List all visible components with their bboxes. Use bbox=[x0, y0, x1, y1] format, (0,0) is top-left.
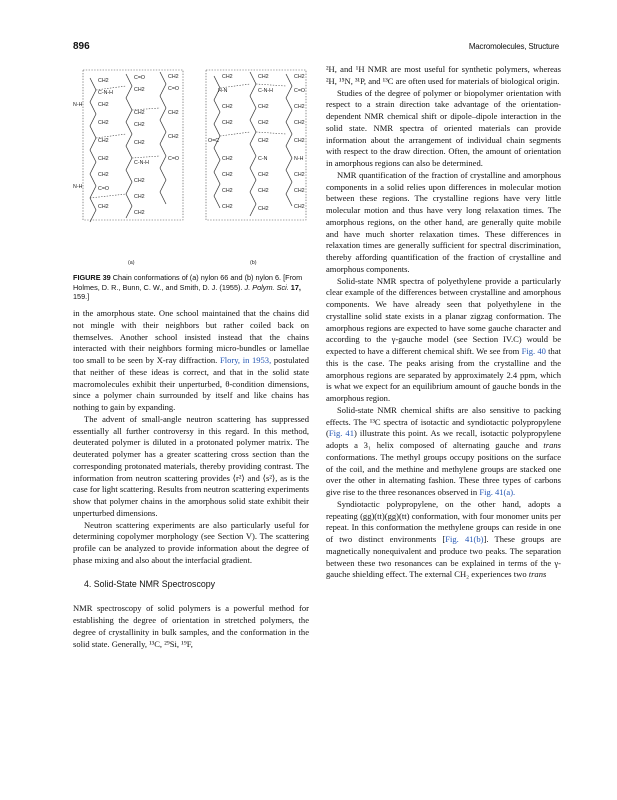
nylon-chains-svg bbox=[68, 64, 318, 269]
atom-label: C-N bbox=[258, 156, 268, 162]
atom-label: CH2 bbox=[294, 172, 305, 178]
left-column bbox=[73, 308, 309, 650]
atom-label: CH2 bbox=[168, 110, 179, 116]
atom-label: CH2 bbox=[258, 206, 269, 212]
atom-label: C=O bbox=[294, 88, 306, 94]
hbond-b3 bbox=[220, 132, 250, 136]
text-run: Solid-state NMR chemical shifts are also sensitive to packing effects. The ¹³C spectra of isotactic and syndiotactic polypropylene ( bbox=[326, 404, 561, 439]
hbond-b4 bbox=[256, 132, 286, 134]
atom-label: N-H bbox=[73, 102, 83, 108]
atom-label: C-N-H bbox=[134, 160, 150, 166]
chain-a3 bbox=[160, 72, 166, 204]
atom-label: CH2 bbox=[134, 110, 145, 116]
atom-label: CH2 bbox=[134, 178, 145, 184]
atom-label: CH2 bbox=[98, 156, 109, 162]
paragraph: NMR quantification of the fraction of crystalline and amorphous components in a solid relies upon differences in molecular motion between these regions. The crystalline regions have very little molecular motion and thus have very long relaxation times. The amorphous regions, on the other hand, are generally quite mobile and have much shorter relaxation times. These differences in relaxation times are generally sufficient for spectral discrimination, thereby affording quantification of the fraction of crystalline and amorphous components. bbox=[326, 169, 561, 274]
paragraph: The advent of small-angle neutron scattering has suppressed essentially all further controversy in this regard. In this method, deuterated polymer is diluted in a protonated polymer matrix. The deuterated polymer has a greater scattering cross section than the corresponding protonated materials, thereby providing contrast. The information from neutron scattering provides ⟨r²⟩ and ⟨s²⟩, as is the case for light scattering. Results from neutron scattering experiments show that polymer chains in the amorphous solid state exhibit their unperturbed dimensions. bbox=[73, 413, 309, 518]
nylon66-diagram bbox=[73, 70, 183, 266]
figure-caption bbox=[73, 273, 309, 302]
atom-label: CH2 bbox=[222, 156, 233, 162]
text-run: trans bbox=[528, 569, 547, 580]
atom-label: CH2 bbox=[98, 172, 109, 178]
paragraph: Neutron scattering experiments are also particularly useful for determining copolymer morphology (see Section V). The scattering profile can be analyzed to provide information about the degree of phase mixing and also about the interfacial gradient. bbox=[73, 519, 309, 565]
atom-label: CH2 bbox=[134, 87, 145, 93]
atom-label: CH2 bbox=[98, 78, 109, 84]
atom-label: N-H bbox=[294, 156, 304, 162]
figure-39-chain-diagram bbox=[68, 64, 318, 269]
atom-label: C=O bbox=[168, 86, 180, 92]
atom-label: CH2 bbox=[134, 210, 145, 216]
page-number: 896 bbox=[73, 41, 90, 52]
atom-label: CH2 bbox=[222, 188, 233, 194]
hbond-b2 bbox=[256, 84, 286, 86]
atom-label: O=C bbox=[208, 138, 220, 144]
text-run: trans bbox=[543, 440, 561, 450]
running-title: Macromolecules, Structure bbox=[468, 42, 559, 51]
section-heading: 4. Solid-State NMR Spectroscopy bbox=[84, 578, 216, 589]
paragraph: NMR spectroscopy of solid polymers is a powerful method for establishing the degree of orientation in stretched polymers, the degree of crystallinity in bulk samples, and the conformation in the solid state. Generally, ¹³C, ²⁹Si, ¹⁹F, bbox=[73, 603, 309, 649]
text-run: ) illustrate this point. As we recall, isotactic polypropylene adopts a 3₁ helix composed of alternating gauche and bbox=[326, 428, 561, 450]
atom-label: CH2 bbox=[294, 204, 305, 210]
caption-volume: 17, bbox=[288, 282, 301, 292]
panel-label-a: (a) bbox=[128, 260, 135, 266]
atom-label: CH2 bbox=[294, 74, 305, 80]
atom-label: CH2 bbox=[98, 120, 109, 126]
fig40-link[interactable]: Fig. 40 bbox=[521, 346, 546, 356]
hbond-a5 bbox=[90, 194, 126, 198]
caption-tail: 159.] bbox=[73, 292, 90, 302]
atom-label: CH2 bbox=[134, 122, 145, 128]
fig41-link[interactable]: Fig. 41 bbox=[328, 428, 354, 439]
paragraph: Studies of the degree of polymer or biopolymer orientation with respect to a strain direction take advantage of the orientation-dependent NMR chemical shift or dipole–dipole interaction in the solid state. NMR spectra of oriented materials can provide information about the arrangement of individual chain segments with respect to the draw direction. Often, the amount of orientation in amorphous regions can also be determined. bbox=[326, 87, 561, 168]
atom-label: CH2 bbox=[258, 120, 269, 126]
right-column bbox=[326, 64, 561, 581]
atom-label: C-N-H bbox=[258, 88, 274, 94]
atom-label: H-N bbox=[218, 88, 228, 94]
atom-label: CH2 bbox=[222, 120, 233, 126]
caption-text: Chain conformations of (a) nylon 66 and (b) nylon 6. [From Holmes, D. R., Bunn, C. W., and Smith, D. J. (1955). bbox=[73, 273, 303, 292]
atom-label: CH2 bbox=[222, 172, 233, 178]
atom-label: CH2 bbox=[222, 104, 233, 110]
fig41b-link[interactable]: Fig. 41(b) bbox=[445, 534, 484, 544]
text-run: that this is the case. The peaks arising from the crystalline and the amorphous regions are separated by approximately 2.4 ppm, which is what we expect for an equilibrium amount of gauche bonds in the amorphous region. bbox=[326, 346, 561, 403]
panel-label-b: (b) bbox=[250, 260, 257, 266]
atom-label: CH2 bbox=[98, 102, 109, 108]
chain-b3 bbox=[286, 74, 292, 206]
atom-label: CH2 bbox=[168, 74, 179, 80]
text-run: ]. These groups are magnetically nonequivalent and produce two peaks. The separation between these two resonances can be explained in terms of the γ-gauche shielding effect. The external CH₂ experiences two bbox=[326, 534, 561, 580]
atom-label: CH2 bbox=[258, 172, 269, 178]
atom-label: CH2 bbox=[222, 204, 233, 210]
paragraph bbox=[326, 276, 561, 405]
citation-link-flory[interactable]: Flory, in 1953, bbox=[219, 355, 272, 365]
atom-label: C=O bbox=[98, 186, 110, 192]
figure-label: FIGURE 39 bbox=[73, 273, 111, 282]
text-run: Syndiotactic polypropylene, on the other hand, adopts a repeating (gg)(tt)(gg)(tt) conformation, with four monomer units per repeat. In this conformation the methylene groups can reside in one of two distinct environments [ bbox=[326, 498, 561, 544]
atom-label: CH2 bbox=[294, 188, 305, 194]
atom-label: CH2 bbox=[134, 140, 145, 146]
atom-label: CH2 bbox=[168, 134, 179, 140]
paragraph bbox=[326, 499, 561, 581]
atom-label: C=O bbox=[168, 156, 180, 162]
atom-label: C-N-H bbox=[98, 90, 114, 96]
chain-a1 bbox=[90, 78, 96, 222]
atom-label: CH2 bbox=[222, 74, 233, 80]
caption-journal: J. Polym. Sci. bbox=[244, 282, 289, 292]
atom-label: CH2 bbox=[258, 104, 269, 110]
paragraph: ²H, and ¹H NMR are most useful for synthetic polymers, whereas ²H, ¹⁵N, ³¹P, and ¹³C are often used for materials of biological origin. bbox=[326, 64, 561, 86]
text-run: conformations. The methyl groups occupy positions on the surface of the coil, and the methine and methylene groups are stacked one over the other in alternating fashion. These three types of carbons give rise to the three resonances observed in bbox=[326, 451, 561, 497]
text-run: in the amorphous state. One school maintained that the chains did not mingle with their neighbors but rather coiled back on themselves. Another school insisted instead that the chains interacted with their neighbors forming micro-bundles or lamellae too small to be seen by X-ray diffraction. bbox=[73, 308, 309, 365]
paragraph bbox=[326, 405, 561, 499]
text-run: postulated that neither of these ideas is correct, and that in the solid state macromolecules exhibit their unperturbed, θ-condition dimensions, since a polymer chain surrounded by itself and like chains has nothing to gain by expanding. bbox=[73, 355, 310, 412]
atom-label: CH2 bbox=[98, 204, 109, 210]
atom-label: CH2 bbox=[134, 194, 145, 200]
text-run: Solid-state NMR spectra of polyethylene provide a particularly clear example of the differences between crystalline and amorphous components. We have already seen that polyethylene in the crystalline solid state exists in a planar zigzag conformation. The amorphous regions are expected to have some gauche character and according to the γ-gauche model (see Section IV.C) would be expected to have a different chemical shift. We see from bbox=[326, 275, 561, 356]
atom-label: N-H bbox=[73, 184, 83, 190]
chain-a2 bbox=[126, 74, 132, 218]
atom-label: CH2 bbox=[258, 74, 269, 80]
atom-label: CH2 bbox=[258, 188, 269, 194]
atom-label: CH2 bbox=[294, 104, 305, 110]
atom-label: CH2 bbox=[294, 138, 305, 144]
nylon6-diagram bbox=[206, 70, 306, 266]
atom-label: CH2 bbox=[294, 120, 305, 126]
atom-label: CH2 bbox=[98, 138, 109, 144]
chain-b2 bbox=[250, 72, 256, 216]
paragraph bbox=[73, 308, 309, 414]
atom-label: C=O bbox=[134, 75, 146, 81]
atom-label: CH2 bbox=[258, 138, 269, 144]
fig41a-link[interactable]: Fig. 41(a). bbox=[479, 487, 516, 497]
hbond-a4 bbox=[132, 156, 160, 158]
